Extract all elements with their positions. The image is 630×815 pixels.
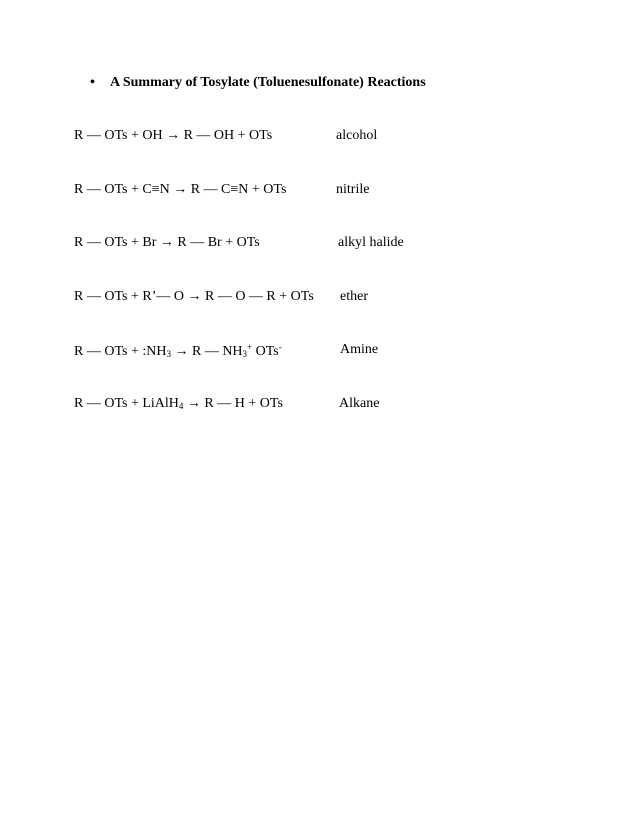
equation-text: → R — H + OTs	[183, 396, 283, 411]
superscript: +	[247, 342, 253, 352]
reaction-equation: R — OTs + R’— O → R — O — R + OTs	[74, 289, 314, 304]
superscript: -	[278, 342, 282, 352]
reaction-equation	[74, 396, 283, 412]
equation-text: → R — NH	[170, 344, 243, 359]
reaction-product: alkyl halide	[338, 235, 404, 250]
reaction-product: alcohol	[336, 128, 378, 143]
reaction-row-ether	[74, 289, 594, 309]
reaction-equation	[74, 342, 282, 360]
equation-text: OTs	[252, 344, 279, 359]
reaction-equation: R — OTs + Br → R — Br + OTs	[74, 235, 260, 250]
reaction-product: Alkane	[339, 396, 380, 411]
reaction-row-amine	[74, 342, 594, 362]
reaction-equation: R — OTs + C≡N → R — C≡N + OTs	[74, 182, 287, 197]
subscript: 3	[166, 349, 171, 359]
reaction-product: nitrile	[336, 182, 370, 197]
reaction-equation: R — OTs + OH → R — OH + OTs	[74, 128, 273, 143]
summary-heading	[90, 75, 426, 91]
equation-text: R — OTs + :NH	[74, 344, 167, 359]
subscript: 4	[178, 401, 184, 411]
reaction-row-alkyl-halide	[74, 235, 594, 255]
equation-text: R — OTs + LiAlH	[74, 396, 179, 411]
reaction-row-nitrile	[74, 182, 594, 202]
reaction-product: Amine	[340, 342, 379, 357]
heading-text: A Summary of Tosylate (Toluenesulfonate) Reactions	[110, 75, 426, 90]
reaction-row-alcohol	[74, 128, 594, 148]
bullet-icon: •	[90, 75, 95, 90]
reaction-product: ether	[340, 289, 368, 304]
reaction-row-alkane	[74, 396, 594, 416]
subscript: 3	[242, 349, 248, 359]
